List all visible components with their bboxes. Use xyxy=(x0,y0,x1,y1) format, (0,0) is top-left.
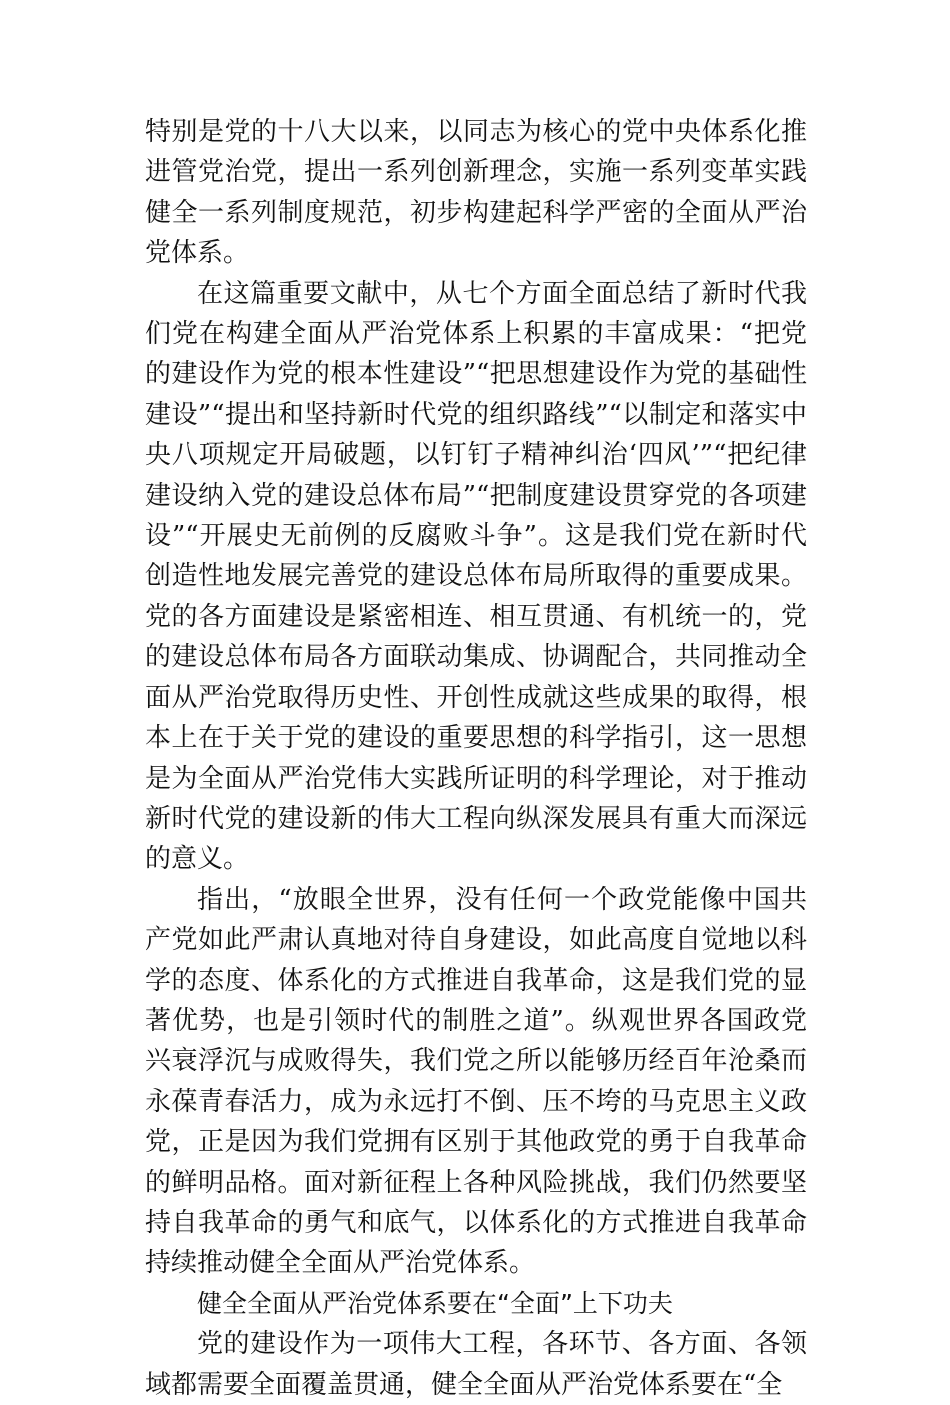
body-paragraph-4: 党的建设作为一项伟大工程，各环节、各方面、各领域都需要全面覆盖贯通，健全全面从严治党体系要在“全 xyxy=(145,1329,807,1400)
body-paragraph-2: 在这篇重要文献中，从七个方面全面总结了新时代我们党在构建全面从严治党体系上积累的丰富成果：“把党的建设作为党的根本性建设”“把思想建设作为党的基础性建设”“提出和坚持新时代党的组织路线”“以制定和落实中央八项规定开局破题，以钉钉子精神纠治‘四风’”“把纪律建设纳入党的建设总体布局”“把制度建设贯穿党的各项建设”“开展史无前例的反腐败斗争”。这是我们党在新时代创造性地发展完善党的建设总体布局所取得的重要成果。党的各方面建设是紧密相连、相互贯通、有机统一的，党的建设总体布局各方面联动集成、协调配合，共同推动全面从严治党取得历史性、开创性成就这些成果的取得，根本上在于关于党的建设的重要思想的科学指引，这一思想是为全面从严治党伟大实践所证明的科学理论，对于推动新时代党的建设新的伟大工程向纵深发展具有重大而深远的意义。 xyxy=(145,278,807,875)
document-page xyxy=(145,112,807,1405)
section-heading: 健全全面从严治党体系要在“全面”上下功夫 xyxy=(197,1288,673,1318)
body-paragraph-3: 指出，“放眼全世界，没有任何一个政党能像中国共产党如此严肃认真地对待自身建设，如此高度自觉地以科学的态度、体系化的方式推进自我革命，这是我们党的显著优势，也是引领时代的制胜之道”。纵观世界各国政党兴衰浮沉与成败得失，我们党之所以能够历经百年沧桑而永葆青春活力，成为永远打不倒、压不垮的马克思主义政党，正是因为我们党拥有区别于其他政党的勇于自我革命的鲜明品格。面对新征程上各种风险挑战，我们仍然要坚持自我革命的勇气和底气，以体系化的方式推进自我革命持续推动健全全面从严治党体系。 xyxy=(145,884,807,1279)
body-paragraph-1: 特别是党的十八大以来，以同志为核心的党中央体系化推进管党治党，提出一系列创新理念，实施一系列变革实践健全一系列制度规范，初步构建起科学严密的全面从严治党体系。 xyxy=(145,117,807,269)
